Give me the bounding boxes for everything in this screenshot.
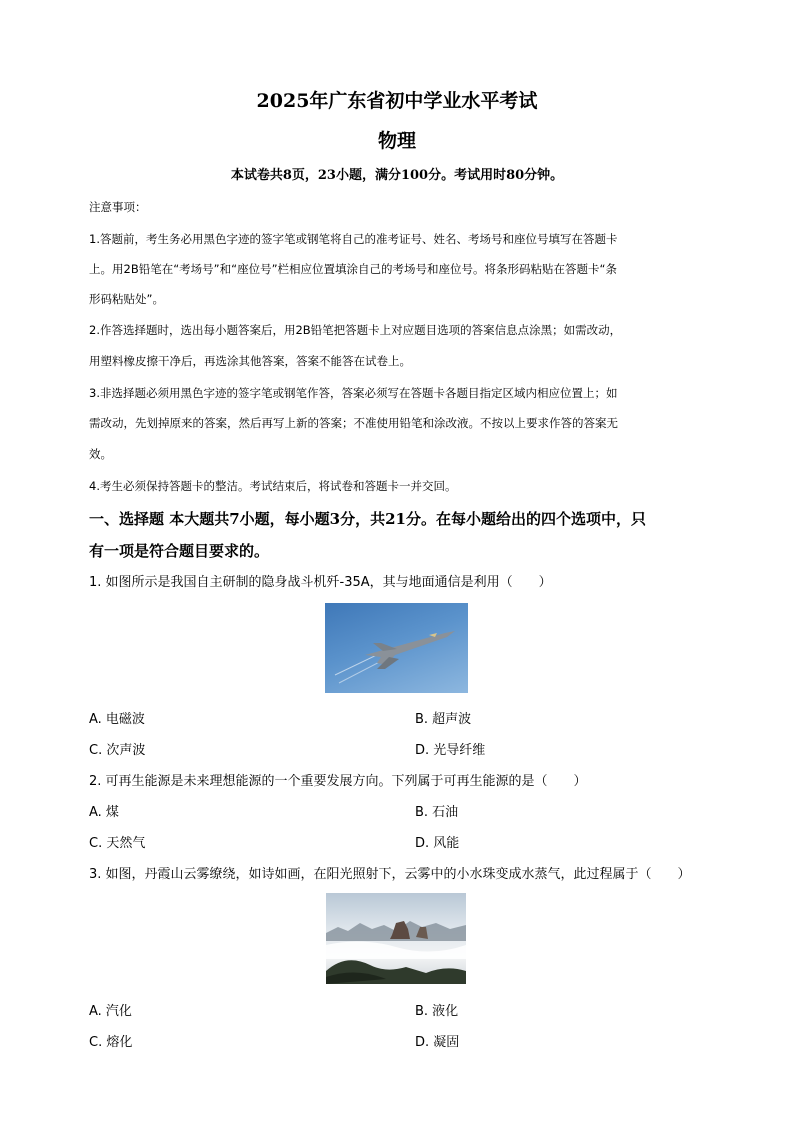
fighter-jet-photo [325,603,468,693]
question-2-option-d: D. 风能 [415,836,460,851]
notes-line: 效。 [89,447,112,461]
notes-line: 需改动，先划掉原来的答案，然后再写上新的答案；不准使用铅笔和涂改液。不按以上要求作答的答案无 [89,416,618,430]
question-1-option-d: D. 光导纤维 [415,743,486,758]
question-3-option-d: D. 凝固 [415,1035,460,1050]
section-heading: 一、选择题 本大题共7小题，每小题3分，共21分。在每小题给出的四个选项中，只 [89,510,646,528]
question-2-option-b: B. 石油 [415,805,459,820]
question-1-stem: 1. 如图所示是我国自主研制的隐身战斗机歼-35A，其与地面通信是利用（ ） [89,575,552,590]
notes-line: 1.答题前，考生务必用黑色字迹的签字笔或钢笔将自己的准考证号、姓名、考场号和座位号填写在答题卡 [89,232,618,246]
notes-line: 用塑料橡皮擦干净后，再选涂其他答案，答案不能答在试卷上。 [89,354,411,368]
question-1-option-a: A. 电磁波 [89,712,145,727]
notes-line: 形码粘贴处”。 [89,292,164,306]
notes-line: 3.非选择题必须用黑色字迹的签字笔或钢笔作答，答案必须写在答题卡各题目指定区域内相应位置上；如 [89,386,618,400]
danxia-mountain-photo [326,893,466,984]
exam-info: 本试卷共8页，23小题，满分100分。考试用时80分钟。 [230,168,564,183]
mountain-icon [326,893,466,984]
question-3-option-b: B. 液化 [415,1004,459,1019]
section-heading-cont: 有一项是符合题目要求的。 [89,542,270,560]
notes-heading: 注意事项： [89,200,147,214]
question-2-option-a: A. 煤 [89,805,119,820]
exam-title: 2025年广东省初中学业水平考试 [256,90,538,112]
notes-line: 2.作答选择题时，选出每小题答案后，用2B铅笔把答题卡上对应题目选项的答案信息点涂黑；如需改动， [89,323,622,337]
question-1-option-c: C. 次声波 [89,743,146,758]
question-1-option-b: B. 超声波 [415,712,472,727]
question-3-option-a: A. 汽化 [89,1004,132,1019]
question-3-stem: 3. 如图，丹霞山云雾缭绕，如诗如画，在阳光照射下，云雾中的小水珠变成水蒸气，此过程属于（ ） [89,867,691,882]
fighter-jet-icon [325,603,468,693]
question-2-stem: 2. 可再生能源是未来理想能源的一个重要发展方向。下列属于可再生能源的是（ ） [89,774,587,789]
notes-line: 上。用2B铅笔在“考场号”和“座位号”栏相应位置填涂自己的考场号和座位号。将条形码粘贴在答题卡“条 [89,262,617,276]
notes-line: 4.考生必须保持答题卡的整洁。考试结束后，将试卷和答题卡一并交回。 [89,479,457,493]
question-2-option-c: C. 天然气 [89,836,146,851]
exam-subject: 物理 [377,130,416,152]
question-3-option-c: C. 熔化 [89,1035,133,1050]
